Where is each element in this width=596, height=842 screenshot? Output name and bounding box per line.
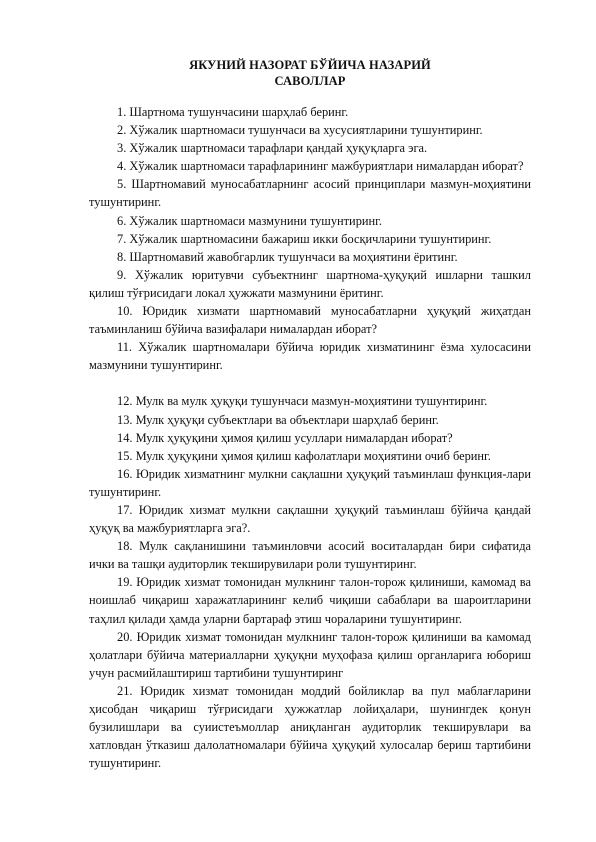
title-line-2: САВОЛЛАР <box>274 74 346 88</box>
question-item: 21. Юридик хизмат томонидан моддий бойликлар ва пул маблағларини ҳисобдан чиқариш тўғрисидаги ҳужжатлар лойиҳалари, шунингдек қонун бузилишлари ва суиистеъмоллар аниқланган аудиторлик текширувлари ва хатловдан ўтказиш далолатномалари бўйича ҳуқуқий хулосалар бериш тартибини тушунтиринг. <box>89 683 531 771</box>
question-item: 11. Хўжалик шартномалари бўйича юридик хизматининг ёзма хулосасини мазмунини тушунтиринг. <box>89 340 531 373</box>
question-item: 6. Хўжалик шартномаси мазмунини тушунтиринг. <box>117 213 382 228</box>
question-list-part1 <box>89 103 531 374</box>
question-item: 13. Мулк ҳуқуқи субъектлари ва объектлари шарҳлаб беринг. <box>117 412 439 427</box>
question-item: 12. Мулк ва мулк ҳуқуқи тушунчаси мазмун-моҳиятини тушунтиринг. <box>117 394 488 409</box>
section-gap <box>89 374 531 392</box>
question-item: 14. Мулк ҳуқуқини ҳимоя қилиш усуллари нималардан иборат? <box>117 430 453 445</box>
question-item: 4. Хўжалик шартномаси тарафларининг мажбуриятлари нималардан иборат? <box>117 159 524 174</box>
document-page <box>89 57 531 772</box>
title-line-1: ЯКУНИЙ НАЗОРАТ БЎЙИЧА НАЗАРИЙ <box>189 58 431 72</box>
question-item: 8. Шартномавий жавобгарлик тушунчаси ва моҳиятини ёритинг. <box>117 249 458 264</box>
question-item: 5. Шартномавий муносабатларнинг асосий принциплари мазмун-моҳиятини тушунтиринг. <box>89 177 531 210</box>
question-item: 3. Хўжалик шартномаси тарафлари қандай ҳуқуқларга эга. <box>117 141 428 156</box>
question-list-part2 <box>89 392 531 772</box>
question-item: 1. Шартнома тушунчасини шарҳлаб беринг. <box>117 105 349 119</box>
question-item: 20. Юридик хизмат томонидан мулкнинг талон-торож қилиниши ва камомад ҳолатлари бўйича материалларни ҳуқуқни муҳофаза қилиш органларига юбориш учун расмийлаштириш тартибини тушунтиринг <box>89 629 531 680</box>
question-item: 18. Мулк сақланишини таъминловчи асосий воситалардан бири сифатида ички ва ташқи аудиторлик текширувилари роли тушунтиринг. <box>89 539 531 572</box>
question-item: 2. Хўжалик шартномаси тушунчаси ва хусусиятларини тушунтиринг. <box>117 123 483 138</box>
question-item: 10. Юридик хизмати шартномавий муносабатларни ҳуқуқий жиҳатдан таъминланиш бўйича вазифалари нималардан иборат? <box>89 304 531 337</box>
question-item: 7. Хўжалик шартномасини бажариш икки босқичларини тушунтиринг. <box>117 231 492 246</box>
page-title <box>89 57 531 89</box>
question-item: 19. Юридик хизмат томонидан мулкнинг талон-торож қилиниши, камомад ва ноишлаб чиқариш харажатларининг келиб чиқиши сабаблари ва шароитларини таҳлил қилади ҳамда уларни бартараф этиш чораларини тушунтиринг. <box>89 575 531 626</box>
question-item: 16. Юридик хизматнинг мулкни сақлашни ҳуқуқий таъминлаш функция-лари тушунтиринг. <box>89 466 531 499</box>
question-item: 9. Хўжалик юритувчи субъектнинг шартнома-ҳуқуқий ишларни ташкил қилиш тўғрисидаги локал ҳужжати мазмунини ёритинг. <box>89 267 531 300</box>
question-item: 17. Юридик хизмат мулкни сақлашни ҳуқуқий таъминлаш бўйича қандай ҳуқуқ ва мажбуриятларга эга?. <box>89 502 531 536</box>
question-item: 15. Мулк ҳуқуқини ҳимоя қилиш кафолатлари моҳиятини очиб беринг. <box>117 448 491 463</box>
